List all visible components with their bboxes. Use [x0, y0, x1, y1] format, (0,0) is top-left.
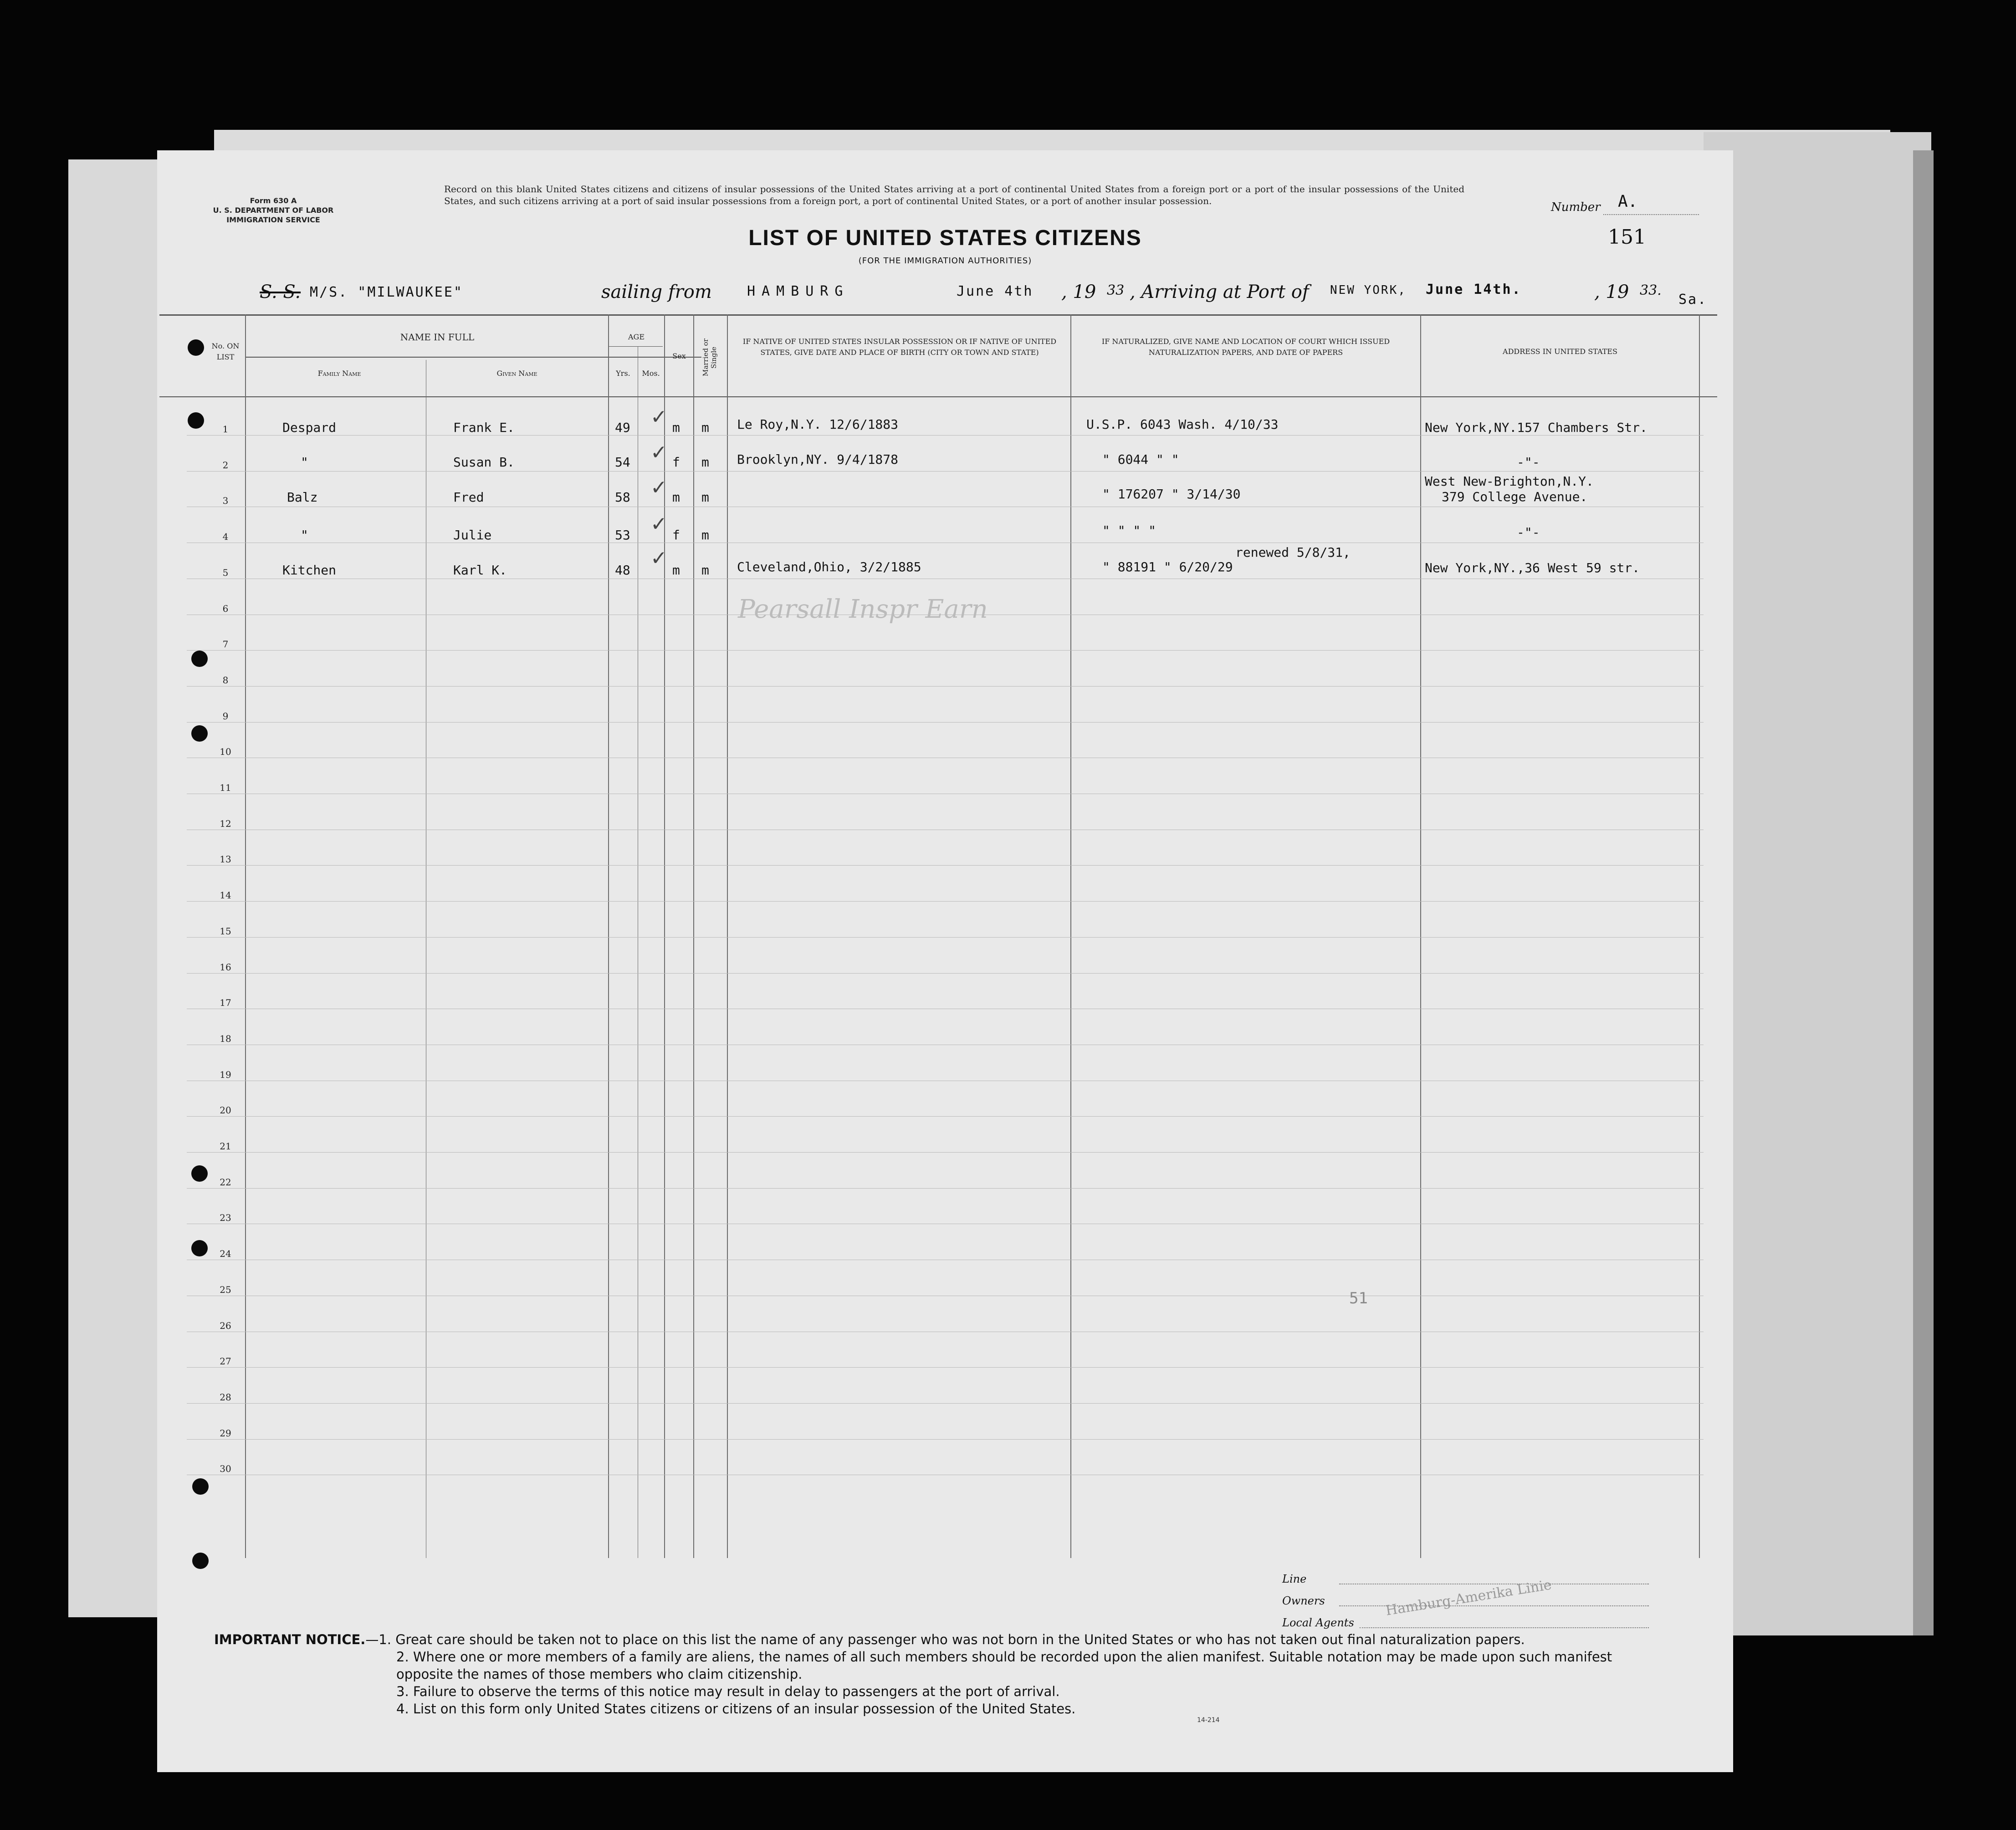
header-years: Yrs.: [616, 369, 630, 378]
sex: f: [672, 455, 680, 470]
header-address: ADDRESS IN UNITED STATES: [1503, 347, 1617, 356]
header-no-on-list: No. ON LIST: [211, 342, 240, 361]
sex: m: [672, 420, 680, 435]
renewal-note: renewed 5/8/31,: [1235, 545, 1351, 560]
line-number: 13: [220, 854, 231, 865]
col-line: [1070, 314, 1071, 1558]
col-line: [727, 314, 728, 1558]
vessel-name: M/S. "MILWAUKEE": [310, 284, 463, 300]
line-label: Line: [1282, 1573, 1307, 1585]
row-rule: [187, 937, 1704, 938]
col-line: [693, 314, 694, 1558]
line-number: 21: [220, 1141, 231, 1152]
line-number: 29: [220, 1427, 231, 1439]
header-birth: IF NATIVE OF UNITED STATES INSULAR POSSESSION OR IF NATIVE OF UNITED STATES, GIVE DATE AND PLACE OF BIRTH (CITY OR TOWN AND STATE): [742, 337, 1057, 357]
line-number: 18: [220, 1033, 231, 1044]
age-years: 53: [615, 528, 630, 543]
marital-status: m: [701, 455, 709, 470]
line-number: 8: [222, 674, 229, 686]
header-name-in-full: NAME IN FULL: [400, 332, 475, 343]
sex: f: [672, 528, 680, 543]
line-number: 6: [222, 603, 229, 614]
form-id: [200, 196, 346, 225]
line-number: 25: [220, 1284, 231, 1295]
row-rule: [187, 722, 1704, 723]
col-line: [1420, 314, 1421, 1558]
row-rule: [187, 1188, 1704, 1189]
sex: m: [672, 490, 680, 505]
family-name: Despard: [282, 420, 337, 435]
notice-item: [214, 1631, 1663, 1648]
year-prefix: , 19: [1061, 282, 1096, 302]
age-header-rule: [608, 346, 663, 347]
line-number: 20: [220, 1105, 231, 1116]
us-address: -"-: [1517, 525, 1540, 540]
us-address: New York,NY.157 Chambers Str.: [1425, 420, 1648, 435]
voyage-line: [255, 282, 1713, 308]
family-name: ": [301, 528, 308, 543]
age-years: 49: [615, 420, 630, 435]
col-line: [608, 314, 609, 1558]
notice-heading: IMPORTANT NOTICE.: [214, 1632, 366, 1647]
check-mark-icon: ✓: [650, 547, 667, 570]
row-rule: [187, 435, 1704, 436]
row-rule: [187, 901, 1704, 902]
col-line: [664, 314, 665, 1558]
line-number: 12: [220, 818, 231, 829]
notice-item: 3. Failure to observe the terms of this notice may result in delay to passengers at the port of arrival.: [396, 1684, 1060, 1699]
row-rule: [187, 471, 1704, 472]
year-prefix-2: , 19: [1594, 282, 1629, 302]
notice-item: 2. Where one or more members of a family are aliens, the names of all such members should be recorded upon the alien manifest. Suitable notation may be made upon such manifest opposite the names of those members who claim citizenship.: [396, 1649, 1612, 1682]
us-address: West New-Brighton,N.Y.: [1425, 474, 1594, 489]
header-naturalized: IF NATURALIZED, GIVE NAME AND LOCATION OF COURT WHICH ISSUED NATURALIZATION PAPERS, AND DATE OF PAPERS: [1101, 337, 1390, 357]
col-line: [1699, 314, 1700, 1558]
marital-status: m: [701, 528, 709, 543]
local-agents-label: Local Agents: [1282, 1616, 1354, 1629]
line-number: 16: [220, 961, 231, 973]
age-years: 58: [615, 490, 630, 505]
check-mark-icon: ✓: [650, 405, 667, 429]
line-number: 2: [222, 459, 229, 471]
header-married-single: Married or Single: [701, 338, 718, 377]
year-from: 33: [1107, 282, 1125, 298]
row-rule: [187, 865, 1704, 866]
line-number: 19: [220, 1069, 231, 1080]
row-rule: [187, 1403, 1704, 1404]
backing-sheet-edge: [1913, 150, 1934, 1635]
header-sex: Sex: [672, 352, 686, 360]
naturalization: U.S.P. 6043 Wash. 4/10/33: [1086, 417, 1279, 432]
naturalization: " " " ": [1102, 523, 1156, 538]
naturalization: " 176207 " 3/14/30: [1102, 487, 1241, 502]
number-label: Number: [1551, 200, 1601, 214]
list-number: 151: [1608, 226, 1646, 249]
line-number: 1: [222, 424, 229, 435]
backing-sheet-left: [68, 159, 169, 1617]
notice-text: —1. Great care should be taken not to place on this list the name of any passenger who was not born in the United States or who has not taken out final naturalization papers.: [365, 1632, 1525, 1647]
row-rule: [187, 1367, 1704, 1368]
row-rule: [187, 650, 1704, 651]
owners-label: Owners: [1282, 1594, 1325, 1607]
given-name: Susan B.: [453, 455, 515, 470]
date-from: June 4th: [957, 283, 1034, 299]
check-mark-icon: ✓: [650, 441, 667, 464]
line-number: 15: [220, 925, 231, 937]
marital-status: m: [701, 563, 709, 578]
manifest-sheet: [157, 150, 1733, 1772]
line-number: 3: [222, 495, 229, 507]
family-name: ": [301, 455, 308, 470]
printer-code: 14-214: [1197, 1717, 1220, 1724]
birth-place-date: Le Roy,N.Y. 12/6/1883: [737, 417, 899, 432]
line-number: 10: [220, 746, 231, 758]
number-dotted-line: [1603, 214, 1699, 215]
given-name: Julie: [453, 528, 492, 543]
agents-signature-blank: [1360, 1627, 1649, 1628]
row-rule: [187, 686, 1704, 687]
date-to: June 14th.: [1426, 282, 1522, 297]
line-number: 4: [222, 531, 229, 543]
row-rule: [187, 1152, 1704, 1153]
us-address: -"-: [1517, 455, 1540, 470]
header-months: Mos.: [642, 369, 660, 378]
line-number: 14: [220, 890, 231, 901]
row-rule: [187, 1116, 1704, 1117]
record-instructions: Record on this blank United States citizens and citizens of insular possessions of the United States arriving at a port of continental United States from a foreign port or a port of the insular possessions of the United States, and such citizens arriving at a port of said insular possessions from a foreign port, a port of continental United States, or a port of another insular possession.: [444, 184, 1464, 206]
vessel-prefix-struck: S. S.: [260, 282, 301, 302]
check-mark-icon: ✓: [650, 513, 667, 536]
header-given-name: Given Name: [496, 369, 537, 378]
page-subtitle: (FOR THE IMMIGRATION AUTHORITIES): [858, 256, 1032, 266]
sailing-label: sailing from: [601, 282, 712, 302]
line-number: 24: [220, 1248, 231, 1260]
row-rule: [187, 1439, 1704, 1440]
form-id-line: Form 630 A: [250, 196, 297, 205]
line-number: 17: [220, 997, 231, 1009]
row-rule: [187, 973, 1704, 974]
line-number: 23: [220, 1212, 231, 1224]
given-name: Frank E.: [453, 420, 515, 435]
form-id-line: IMMIGRATION SERVICE: [226, 215, 320, 224]
table-header-rule: [159, 396, 1717, 397]
line-number: 5: [222, 567, 229, 578]
port-to: NEW YORK,: [1330, 283, 1407, 297]
pencil-inspector-note: Pearsall Inspr Earn: [738, 595, 988, 624]
check-mark-icon: ✓: [650, 476, 667, 499]
age-years: 48: [615, 563, 630, 578]
line-number: 28: [220, 1391, 231, 1403]
line-number: 27: [220, 1356, 231, 1367]
us-address-line-2: 379 College Avenue.: [1442, 489, 1588, 504]
name-header-rule: [246, 357, 701, 358]
family-name: Kitchen: [282, 563, 337, 578]
line-number: 30: [220, 1463, 231, 1475]
us-address: New York,NY.,36 West 59 str.: [1425, 560, 1640, 575]
birth-place-date: Brooklyn,NY. 9/4/1878: [737, 452, 899, 467]
naturalization: " 88191 " 6/20/29: [1102, 559, 1233, 574]
col-line: [245, 314, 246, 1558]
voyage-note: Sa.: [1678, 292, 1708, 308]
line-number: 11: [220, 782, 231, 793]
line-number: 26: [220, 1320, 231, 1331]
given-name: Karl K.: [453, 563, 507, 578]
stamp-number: 51: [1349, 1289, 1368, 1307]
notice-item: 4. List on this form only United States citizens or citizens of an insular possession of the United States.: [396, 1701, 1076, 1717]
header-age: AGE: [628, 333, 645, 341]
naturalization: " 6044 " ": [1102, 452, 1179, 467]
year-to: 33.: [1640, 282, 1662, 298]
marital-status: m: [701, 490, 709, 505]
number-value: A.: [1618, 192, 1638, 211]
birth-place-date: Cleveland,Ohio, 3/2/1885: [737, 559, 921, 574]
line-number: 9: [222, 710, 229, 722]
backing-sheet-right: [1704, 132, 1931, 1635]
given-name: Fred: [453, 490, 484, 505]
table-top-rule: [159, 314, 1717, 316]
arriving-label: , Arriving at Port of: [1130, 282, 1309, 302]
important-notice: [214, 1631, 1663, 1717]
age-years: 54: [615, 455, 630, 470]
shipping-line-stamp: Hamburg-Amerika Linie: [1384, 1577, 1553, 1619]
line-number: 22: [220, 1176, 231, 1188]
line-number: 7: [222, 639, 229, 650]
form-id-line: U. S. DEPARTMENT OF LABOR: [213, 206, 334, 215]
header-family-name: Family Name: [317, 369, 361, 378]
sex: m: [672, 563, 680, 578]
family-name: Balz: [287, 490, 318, 505]
port-from: HAMBURG: [747, 283, 849, 299]
marital-status: m: [701, 420, 709, 435]
page-title: LIST OF UNITED STATES CITIZENS: [748, 226, 1142, 250]
